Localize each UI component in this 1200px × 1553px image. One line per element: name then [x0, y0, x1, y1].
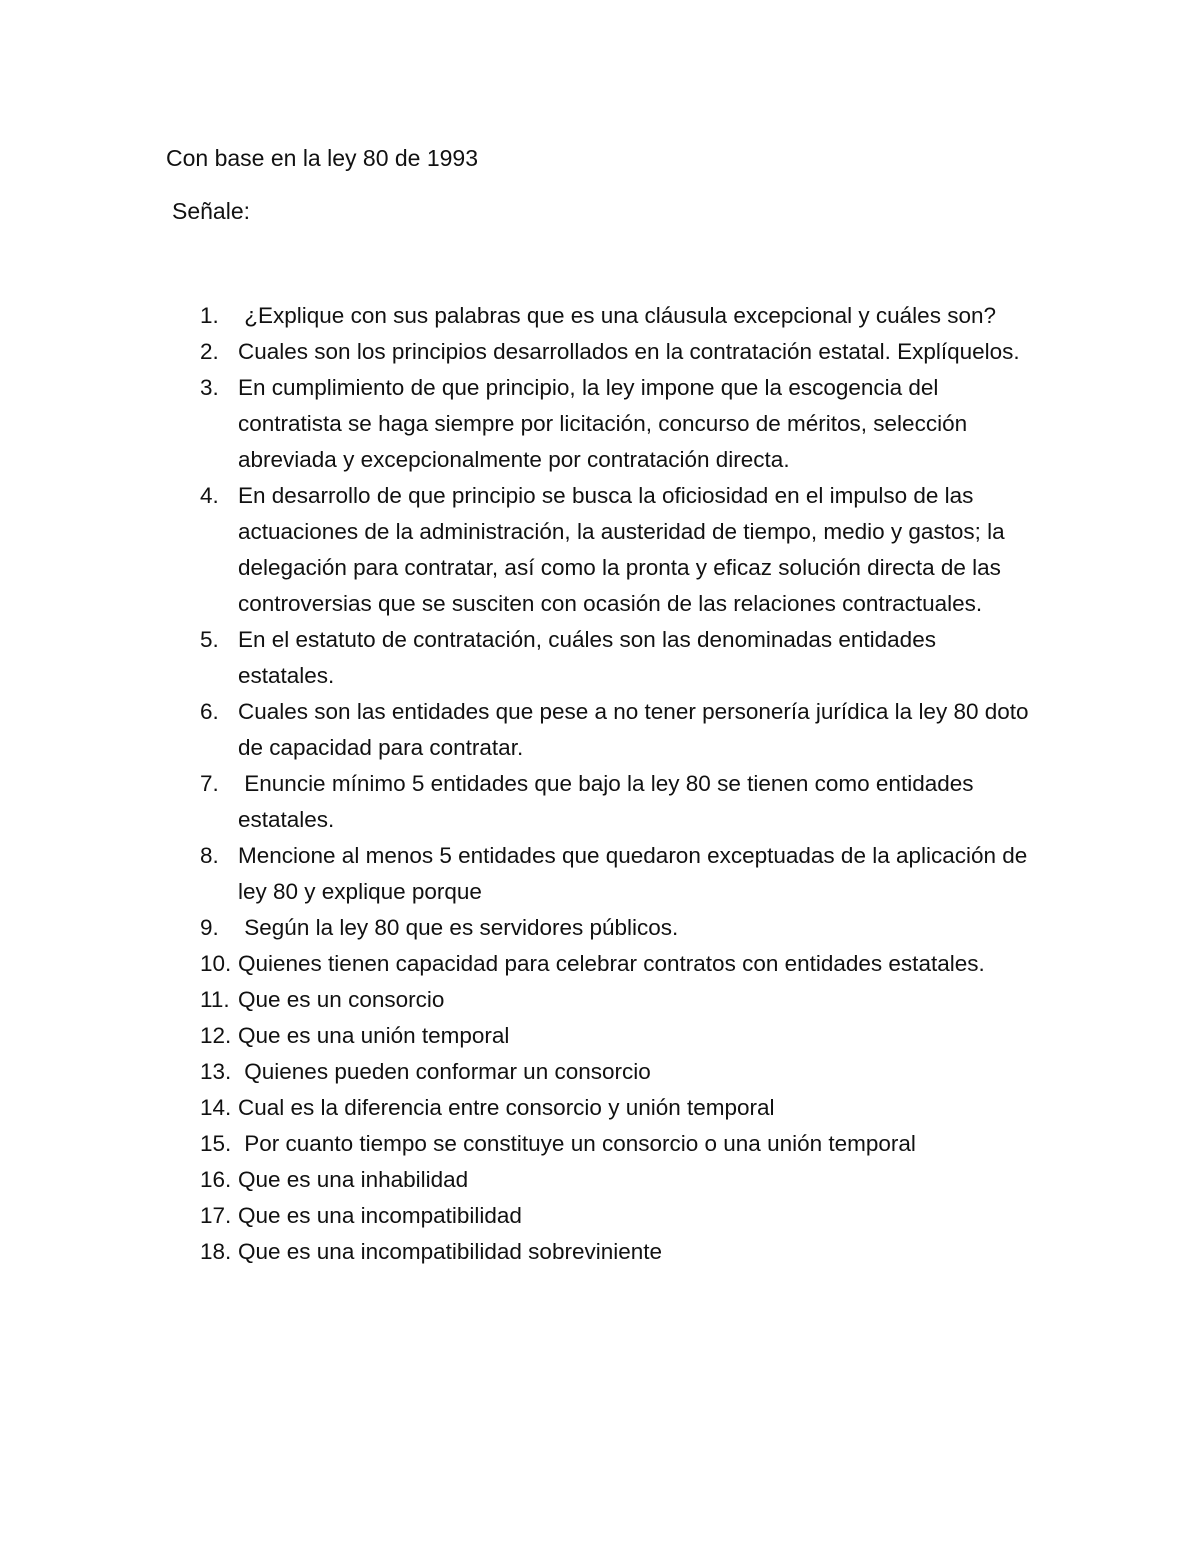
question-number: 3. [200, 375, 219, 400]
question-text: Por cuanto tiempo se constituye un consorcio o una unión temporal [238, 1131, 916, 1156]
question-item [200, 1162, 1030, 1198]
question-number: 18. [200, 1239, 232, 1264]
document-heading: Con base en la ley 80 de 1993 [166, 145, 479, 171]
question-text: Que es una incompatibilidad sobreviniente [238, 1239, 663, 1264]
question-item [200, 910, 1030, 946]
question-item [200, 1018, 1030, 1054]
question-text: Cuales son los principios desarrollados en la contratación estatal. Explíquelos. [238, 339, 1020, 364]
question-text: Mencione al menos 5 entidades que quedaron exceptuadas de la aplicación de ley 80 y explique porque [238, 843, 1028, 904]
question-number: 8. [200, 843, 219, 868]
question-text: Cual es la diferencia entre consorcio y unión temporal [238, 1095, 775, 1120]
question-number: 12. [200, 1023, 232, 1048]
question-text: Que es una incompatibilidad [238, 1203, 522, 1228]
question-number: 10. [200, 951, 232, 976]
question-number: 1. [200, 303, 219, 328]
question-number: 6. [200, 699, 219, 724]
question-item [200, 370, 1030, 478]
question-text: Que es un consorcio [238, 987, 445, 1012]
question-item [200, 982, 1030, 1018]
question-text: Que es una inhabilidad [238, 1167, 469, 1192]
question-text: Según la ley 80 que es servidores públicos. [238, 915, 679, 940]
question-text: En desarrollo de que principio se busca la oficiosidad en el impulso de las actuaciones de la administración, la austeridad de tiempo, medio y gastos; la delegación para contratar, así como la pronta y eficaz solución directa de las controversias que se susciten con ocasión de las relaciones contractuales. [238, 483, 1005, 616]
question-number: 5. [200, 627, 219, 652]
question-item [200, 1126, 1030, 1162]
question-item [200, 766, 1030, 838]
question-number: 4. [200, 483, 219, 508]
question-number: 7. [200, 771, 219, 796]
question-text: En el estatuto de contratación, cuáles son las denominadas entidades estatales. [238, 627, 936, 688]
question-number: 13. [200, 1059, 232, 1084]
question-item [200, 1198, 1030, 1234]
question-number: 11. [200, 987, 230, 1012]
question-text: ¿Explique con sus palabras que es una cláusula excepcional y cuáles son? [238, 303, 996, 328]
question-number: 2. [200, 339, 219, 364]
question-item [200, 1054, 1030, 1090]
question-number: 17. [200, 1203, 232, 1228]
question-text: Que es una unión temporal [238, 1023, 510, 1048]
question-item [200, 1234, 1030, 1270]
question-number: 14. [200, 1095, 232, 1120]
question-item [200, 478, 1030, 622]
question-item [200, 1090, 1030, 1126]
question-item [200, 298, 1030, 334]
question-text: En cumplimiento de que principio, la ley impone que la escogencia del contratista se haga siempre por licitación, concurso de méritos, selección abreviada y excepcionalmente por contratación directa. [238, 375, 968, 472]
question-item [200, 838, 1030, 910]
question-item [200, 334, 1030, 370]
question-number: 9. [200, 915, 219, 940]
question-item [200, 946, 1030, 982]
question-number: 16. [200, 1167, 232, 1192]
question-text: Cuales son las entidades que pese a no tener personería jurídica la ley 80 doto de capacidad para contratar. [238, 699, 1029, 760]
question-text: Quienes pueden conformar un consorcio [238, 1059, 651, 1084]
document-subheading: Señale: [172, 198, 251, 224]
question-item [200, 622, 1030, 694]
question-list [200, 298, 1030, 1270]
question-number: 15. [200, 1131, 232, 1156]
question-text: Quienes tienen capacidad para celebrar contratos con entidades estatales. [238, 951, 985, 976]
question-item [200, 694, 1030, 766]
question-text: Enuncie mínimo 5 entidades que bajo la ley 80 se tienen como entidades estatales. [238, 771, 980, 832]
